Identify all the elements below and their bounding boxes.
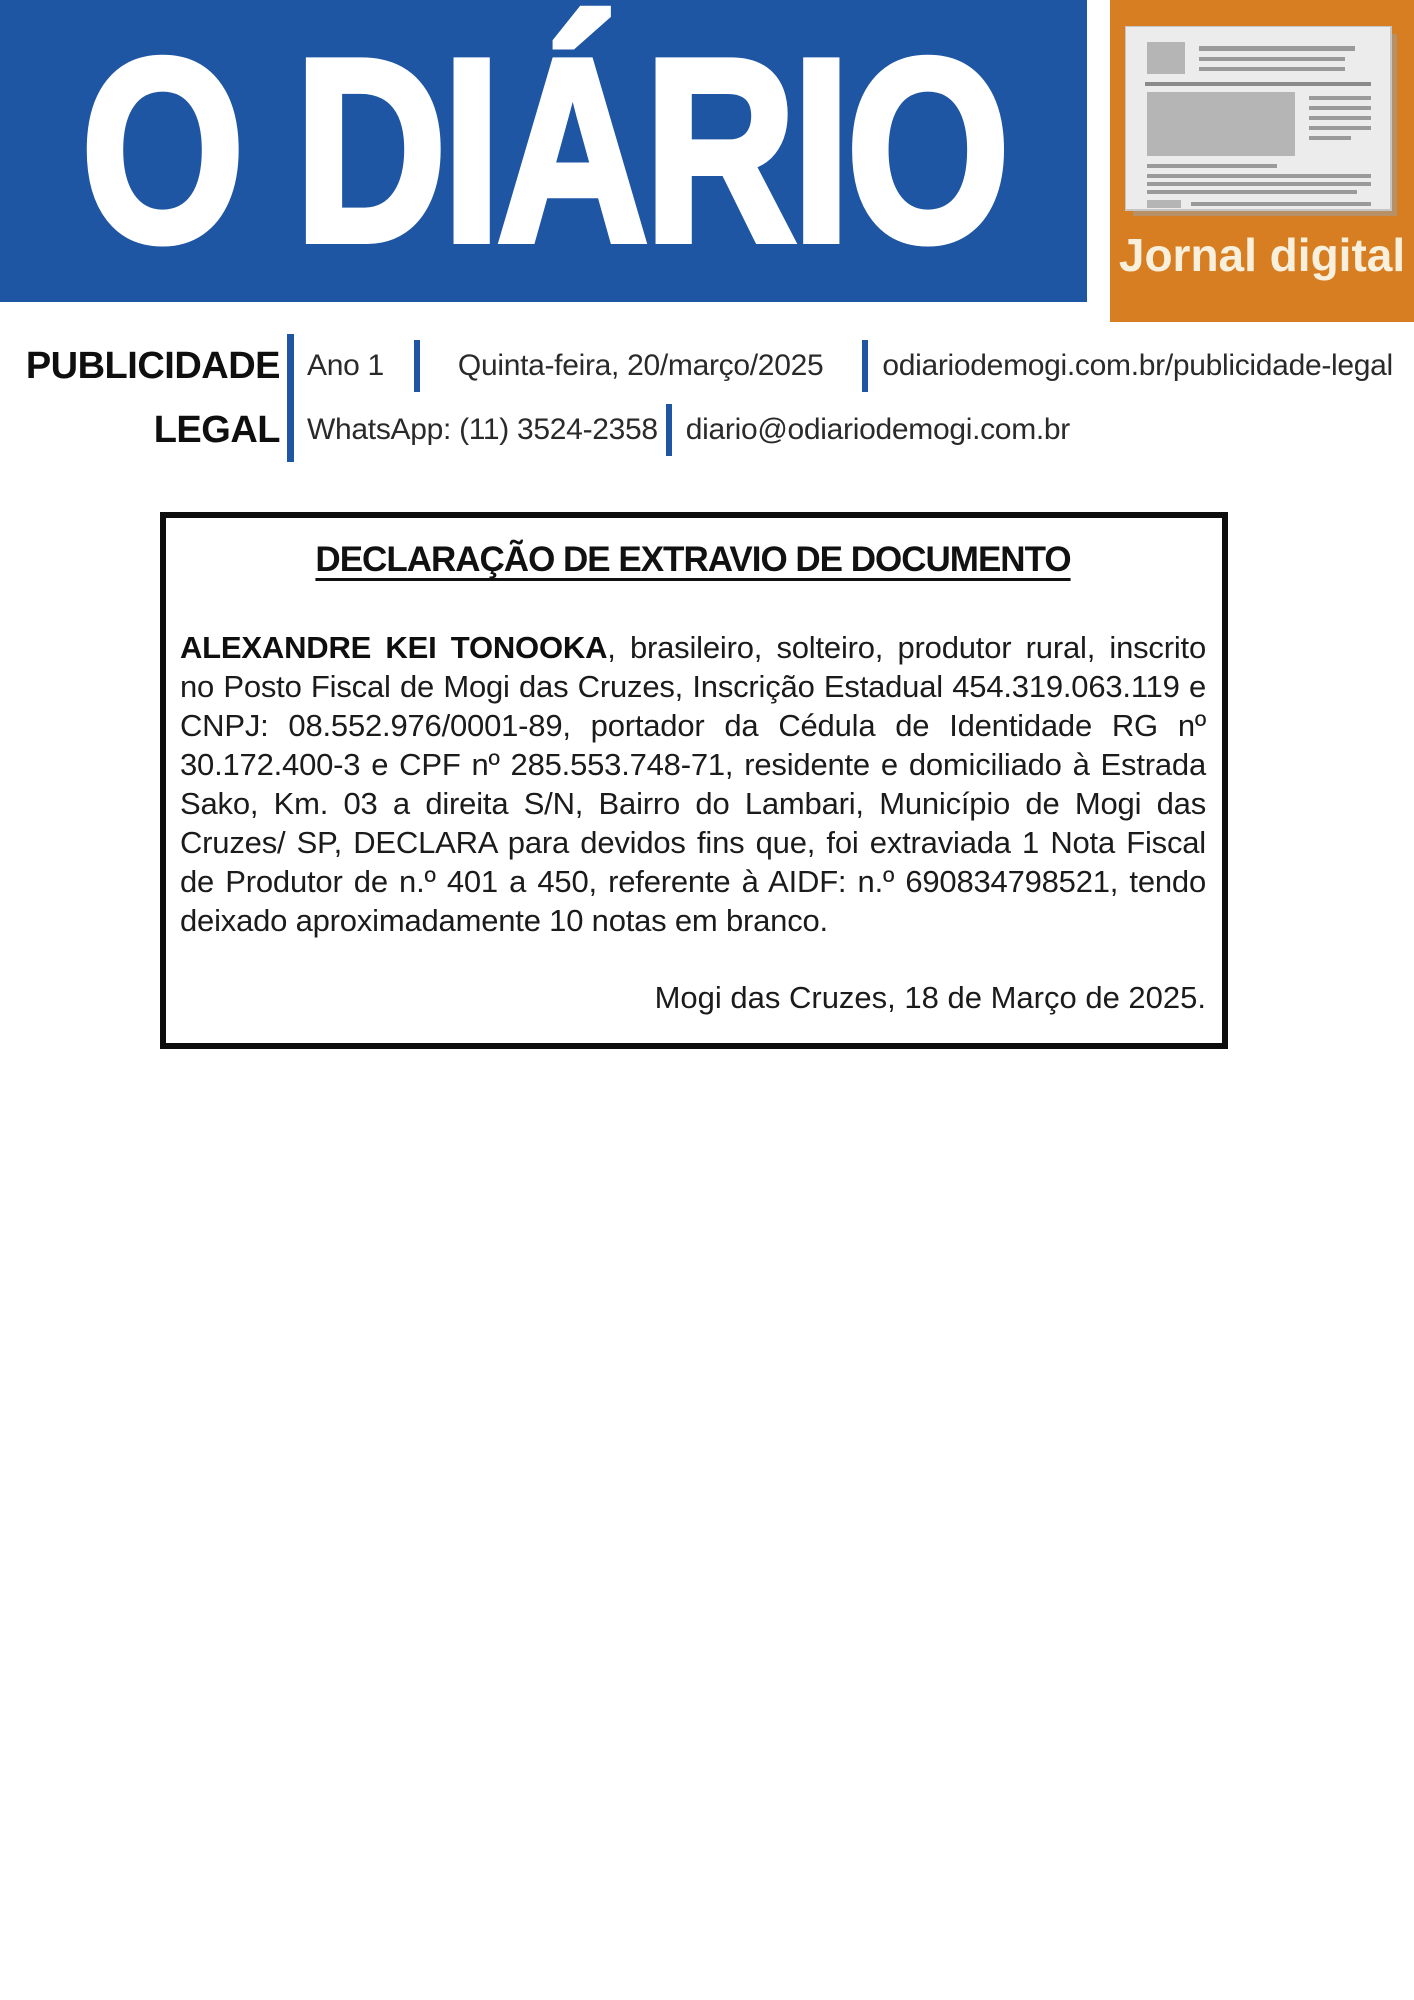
- notice-body-text: , brasileiro, solteiro, produtor rural, inscrito no Posto Fiscal de Mogi das Cruzes, Inscrição Estadual 454.319.063.119 e CNPJ: 08.552.976/0001-89, portador da Cédula de Identidade RG nº 30.172.400-3 e CPF nº 285.553.748-71, residente e domiciliado à Estrada Sako, Km. 03 a direita S/N, Bairro do Lambari, Município de Mogi das Cruzes/ SP, DECLARA para devidos fins que, foi extraviada 1 Nota Fiscal de Produtor de n.º 401 a 450, referente à AIDF: n.º 690834798521, tendo deixado aproximadamente 10 notas em branco.: [180, 630, 1206, 938]
- newspaper-icon: [1125, 26, 1399, 218]
- vertical-divider: [414, 340, 420, 392]
- declarant-name: ALEXANDRE KEI TONOOKA: [180, 630, 608, 665]
- jornal-digital-badge: [1110, 0, 1414, 322]
- notice-body: [180, 628, 1206, 940]
- newspaper-logo-banner: [0, 0, 1087, 302]
- vertical-divider: [287, 334, 294, 462]
- vertical-divider: [666, 404, 672, 456]
- publicity-legal-label: [8, 334, 280, 462]
- publicity-label-line2: LEGAL: [153, 409, 280, 451]
- edition-date: Quinta-feira, 20/março/2025: [457, 349, 824, 382]
- edition-number: Ano 1: [307, 349, 384, 382]
- newspaper-logo-text: O DIÁRIO: [81, 4, 1006, 297]
- publicity-label-line1: PUBLICIDADE: [25, 345, 280, 387]
- website-url: odiariodemogi.com.br/publicidade-legal: [882, 349, 1393, 382]
- contact-email: diario@odiariodemogi.com.br: [685, 413, 1070, 446]
- masthead: [0, 0, 1414, 322]
- edition-info-row-2: [307, 398, 1393, 462]
- edition-info-row-1: [307, 334, 1393, 398]
- page-content: [0, 512, 1414, 1049]
- badge-label: Jornal digital: [1118, 229, 1406, 281]
- notice-dateline: Mogi das Cruzes, 18 de Março de 2025.: [654, 980, 1206, 1015]
- legal-notice-box: [160, 512, 1228, 1049]
- publicity-legal-header: [8, 334, 1414, 462]
- notice-title: DECLARAÇÃO DE EXTRAVIO DE DOCUMENTO: [315, 540, 1071, 579]
- edition-info: [307, 334, 1393, 462]
- whatsapp-number: WhatsApp: (11) 3524-2358: [307, 413, 658, 446]
- vertical-divider: [862, 340, 868, 392]
